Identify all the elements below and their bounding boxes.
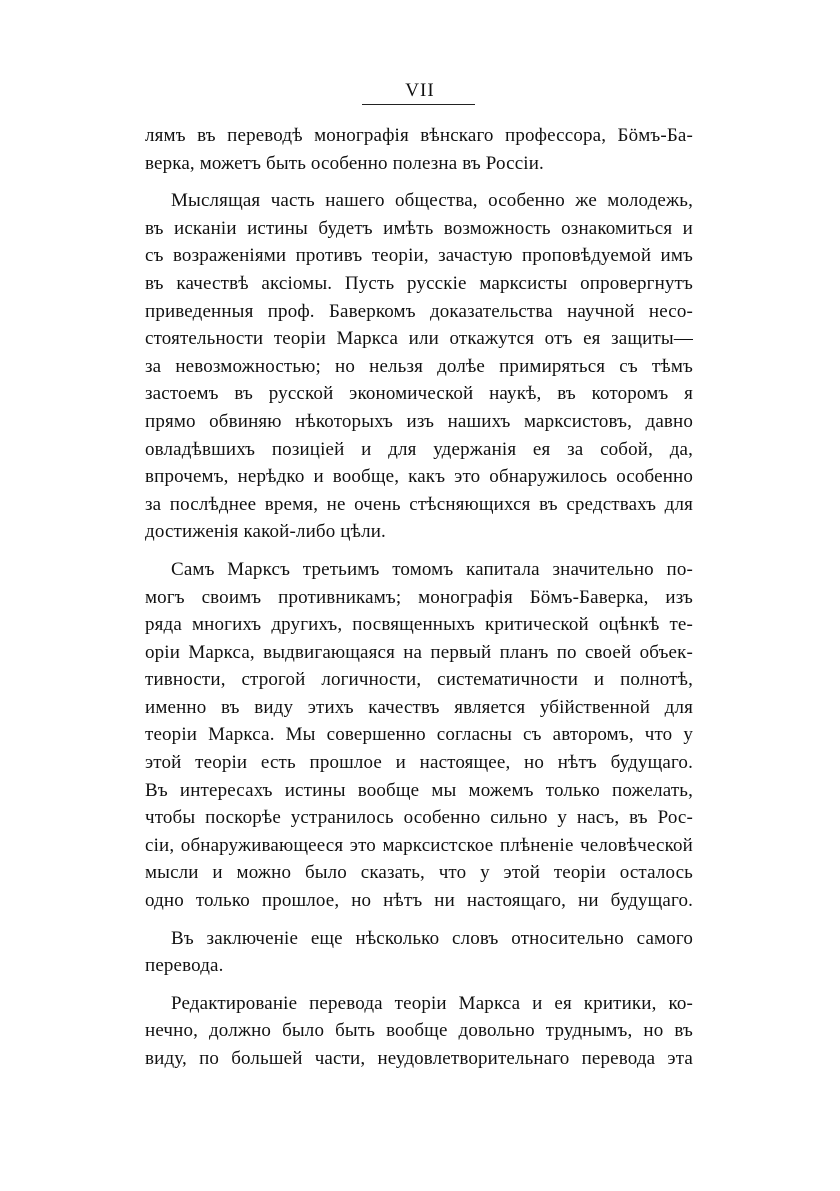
text-line: ряда многихъ другихъ, посвященныхъ критической оцѣнкѣ те-	[145, 614, 693, 636]
header-rule	[365, 104, 475, 105]
text-line: прямо обвиняю нѣкоторыхъ изъ нашихъ марксистовъ, давно	[145, 410, 693, 432]
text-line: мысли и можно было сказать, что у этой теоріи осталось	[145, 862, 693, 884]
text-line: этой теоріи есть прошлое и настоящее, но нѣтъ будущаго.	[145, 752, 693, 774]
text-line: достиженія какой-либо цѣли.	[145, 521, 386, 543]
text-line: Въ интересахъ истины вообще мы можемъ только пожелать,	[145, 779, 693, 801]
text-line: верка, можетъ быть особенно полезна въ Россіи.	[145, 152, 544, 174]
body-text	[145, 122, 693, 1073]
text-line: въ качествѣ аксіомы. Пусть русскіе марксисты опровергнутъ	[145, 272, 693, 294]
text-line: именно въ виду этихъ качествъ является убійственной для	[145, 696, 693, 718]
text-line: перевода.	[145, 955, 224, 977]
text-line: оріи Маркса, выдвигающаяся на первый планъ по своей объек-	[145, 641, 693, 663]
text-line: за невозможностью; но нельзя долѣе примиряться съ тѣмъ	[145, 355, 693, 377]
text-line: нечно, должно было быть вообще довольно труднымъ, но въ	[145, 1020, 693, 1042]
text-line: лямъ въ переводѣ монографія вѣнскаго профессора, Бӧмъ-Ба-	[145, 125, 693, 146]
text-line: тивности, строгой логичности, систематичности и полнотѣ,	[145, 669, 693, 691]
page-number: VII	[405, 80, 435, 101]
text-line: виду, по большей части, неудовлетворительнаго перевода эта	[145, 1048, 693, 1069]
text-line: приведенныя проф. Баверкомъ доказательства научной несо-	[145, 300, 693, 322]
text-line: застоемъ въ русской экономической наукѣ, въ которомъ я	[145, 383, 693, 405]
text-line: Редактированіе перевода теоріи Маркса и ея критики, ко-	[171, 992, 693, 1014]
text-line: сіи, обнаруживающееся это марксистское плѣненіе человѣческой	[145, 834, 693, 856]
paragraph-gap	[145, 915, 693, 925]
text-line: овладѣвшихъ позиціей и для удержанія ея за собой, да,	[145, 438, 693, 460]
text-line: Мыслящая часть нашего общества, особенно же молодежь,	[171, 190, 693, 212]
text-line: Въ заключеніе еще нѣсколько словъ относительно самого	[171, 927, 693, 949]
text-line: впрочемъ, нерѣдко и вообще, какъ это обнаружилось особенно	[145, 466, 693, 488]
paragraph-gap	[145, 177, 693, 187]
paragraph-gap	[145, 546, 693, 556]
text-line: одно только прошлое, но нѣтъ ни настоящаго, ни будущаго.	[145, 890, 693, 912]
text-line: за послѣднее время, не очень стѣсняющихся въ средствахъ для	[145, 493, 693, 515]
text-line: въ исканіи истины будетъ имѣть возможность ознакомиться и	[145, 217, 693, 239]
text-line: могъ своимъ противникамъ; монографія Бӧмъ-Баверка, изъ	[145, 586, 693, 608]
text-line: съ возраженіями противъ теоріи, зачастую проповѣдуемой имъ	[145, 245, 693, 267]
text-line: Самъ Марксъ третьимъ томомъ капитала значительно по-	[171, 558, 693, 580]
text-line: теоріи Маркса. Мы совершенно согласны съ авторомъ, что у	[145, 724, 693, 746]
text-line: стоятельности теоріи Маркса или откажутся отъ ея защиты—	[145, 328, 693, 350]
text-line: чтобы поскорѣе устранилось особенно сильно у насъ, въ Рос-	[145, 807, 693, 829]
paragraph-gap	[145, 980, 693, 990]
